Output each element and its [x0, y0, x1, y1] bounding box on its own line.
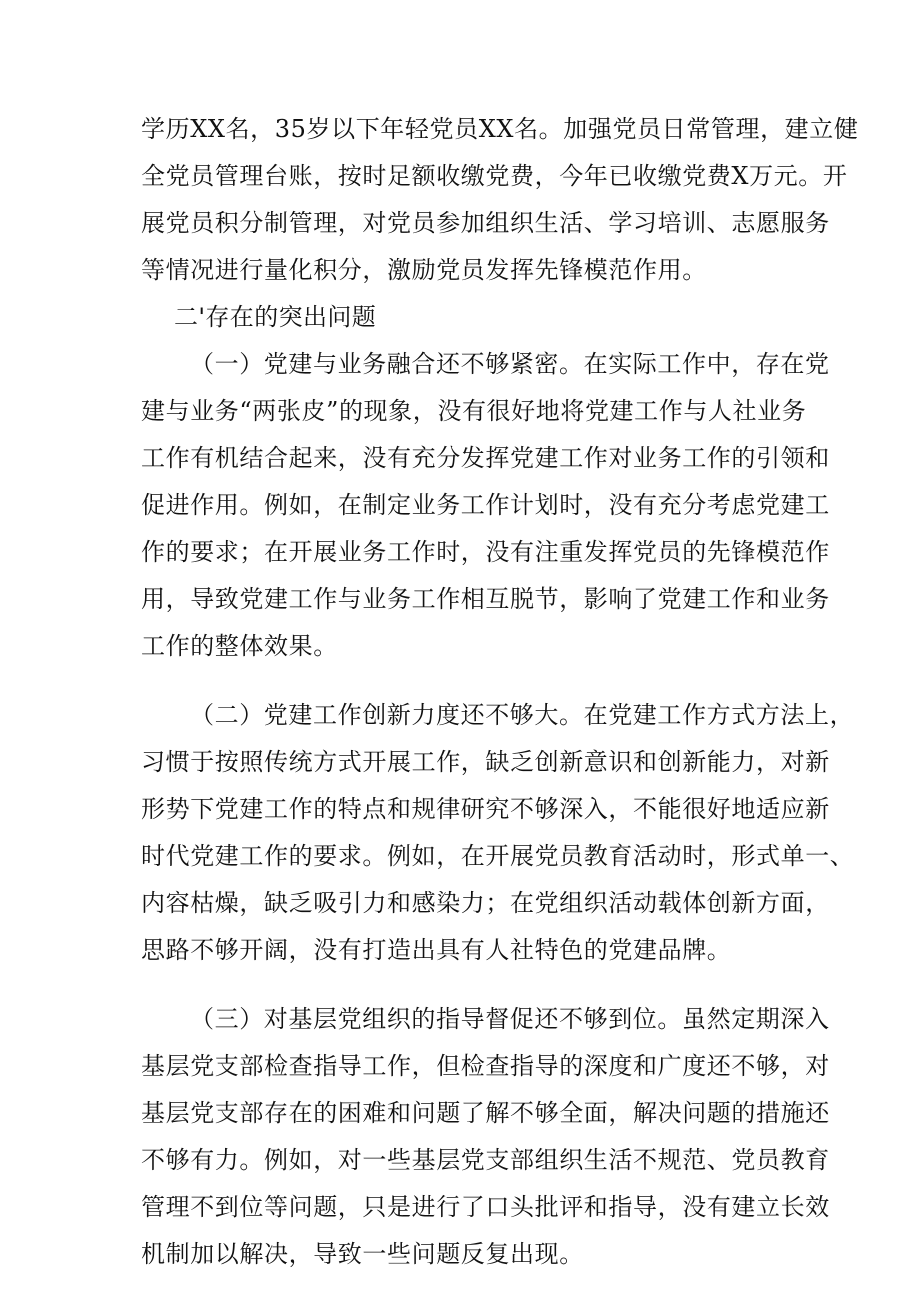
paragraph-gap [141, 974, 801, 996]
p2-line-3: 形势下党建工作的特点和规律研究不够深入，不能很好地适应新 [141, 795, 830, 823]
p2-line-4: 时代党建工作的要求。例如，在开展党员教育活动时，形式单一、 [141, 842, 855, 870]
intro-paragraph [141, 106, 859, 294]
intro-line-1: 学历XX名，35岁以下年轻党员XX名。加强党员日常管理，建立健 [141, 115, 859, 143]
p2-line-6: 思路不够开阔，没有打造出具有人社特色的党建品牌。 [141, 936, 732, 964]
p2-line-5: 内容枯燥，缺乏吸引力和感染力；在党组织活动载体创新方面， [141, 889, 830, 917]
p3-line-6: 机制加以解决，导致一些问题反复出现。 [141, 1240, 584, 1268]
p1-line-7: 工作的整体效果。 [141, 632, 338, 660]
p2-line-2: 习惯于按照传统方式开展工作，缺乏创新意识和创新能力，对新 [141, 748, 830, 776]
paragraph-gap [141, 670, 801, 692]
p2-line-1: （二）党建工作创新力度还不够大。在党建工作方式方法上， [190, 701, 855, 729]
p3-line-2: 基层党支部检查指导工作，但检查指导的深度和广度还不够，对 [141, 1052, 830, 1080]
p3-line-1: （三）对基层党组织的指导督促还不够到位。虽然定期深入 [190, 1005, 830, 1033]
p1-line-2: 建与业务“两张皮”的现象，没有很好地将党建工作与人社业务 [141, 397, 807, 425]
p1-line-3: 工作有机结合起来，没有充分发挥党建工作对业务工作的引领和 [141, 444, 830, 472]
intro-line-3: 展党员积分制管理，对党员参加组织生活、学习培训、志愿服务 [141, 209, 830, 237]
document-body [141, 106, 859, 1278]
paragraph-one [141, 341, 830, 670]
p1-line-6: 用，导致党建工作与业务工作相互脱节，影响了党建工作和业务 [141, 585, 830, 613]
p3-line-5: 管理不到位等问题，只是进行了口头批评和指导，没有建立长效 [141, 1193, 830, 1221]
paragraph-two [141, 692, 855, 974]
p1-line-1: （一）党建与业务融合还不够紧密。在实际工作中，存在党 [190, 350, 830, 378]
p3-line-4: 不够有力。例如，对一些基层党支部组织生活不规范、党员教育 [141, 1146, 830, 1174]
p1-line-5: 作的要求；在开展业务工作时，没有注重发挥党员的先锋模范作 [141, 538, 830, 566]
intro-line-2: 全党员管理台账，按时足额收缴党费，今年已收缴党费X万元。开 [141, 162, 848, 190]
p3-line-3: 基层党支部存在的困难和问题了解不够全面，解决问题的措施还 [141, 1099, 830, 1127]
paragraph-three [141, 996, 830, 1278]
intro-line-4: 等情况进行量化积分，激励党员发挥先锋模范作用。 [141, 256, 707, 284]
p1-line-4: 促进作用。例如，在制定业务工作计划时，没有充分考虑党建工 [141, 491, 830, 519]
section-heading: 二'存在的突出问题 [174, 303, 377, 331]
